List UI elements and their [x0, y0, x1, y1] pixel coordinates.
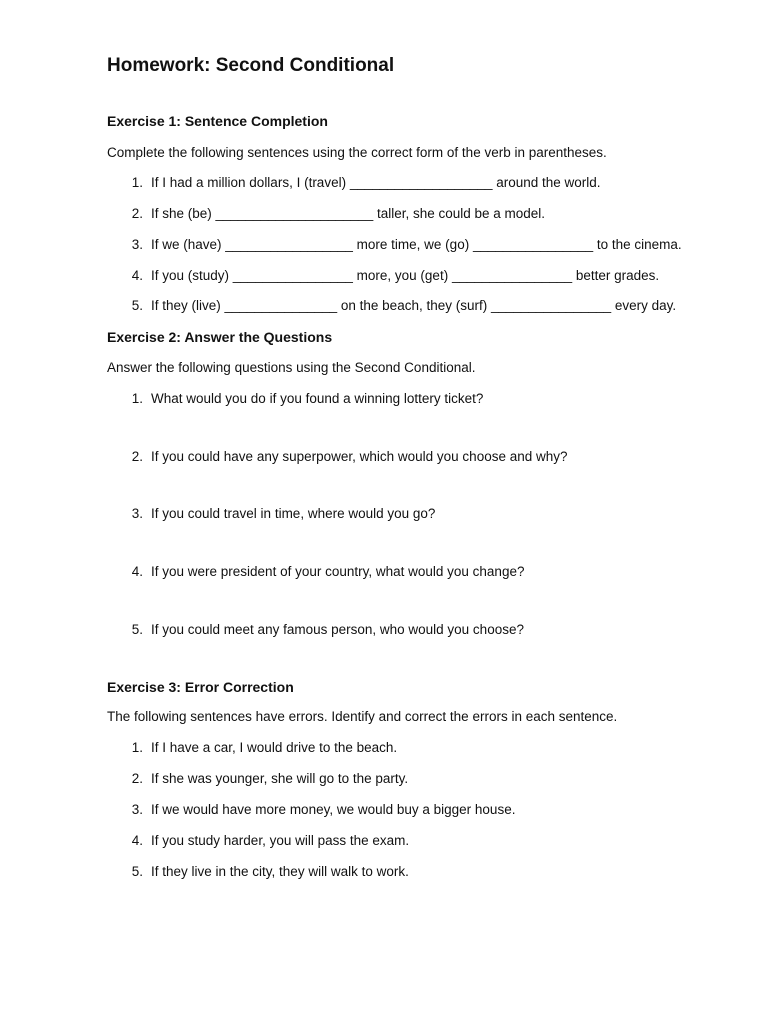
item-text: If she (be) _____________________ taller, she could be a model.	[151, 206, 546, 221]
item-text: If I have a car, I would drive to the beach.	[151, 740, 398, 755]
exercise-2-item	[107, 563, 524, 581]
exercise-1-item	[107, 174, 601, 192]
exercise-1-item	[107, 297, 676, 315]
exercise-3-item	[107, 832, 409, 850]
item-number: 1.	[131, 391, 143, 406]
item-text: If we (have) _________________ more time, we (go) ________________ to the cinema.	[151, 237, 682, 252]
item-text: If you could have any superpower, which would you choose and why?	[151, 449, 568, 464]
item-text: If they (live) _______________ on the beach, they (surf) ________________ every day.	[151, 298, 677, 313]
exercise-3-instruction: The following sentences have errors. Identify and correct the errors in each sentence.	[107, 709, 618, 724]
exercise-1-heading: Exercise 1: Sentence Completion	[107, 113, 328, 129]
exercise-1-instruction: Complete the following sentences using the correct form of the verb in parentheses.	[107, 145, 607, 160]
exercise-1-item	[107, 236, 682, 254]
item-number: 1.	[131, 740, 143, 755]
item-text: What would you do if you found a winning lottery ticket?	[151, 391, 484, 406]
exercise-1-item	[107, 205, 545, 223]
exercise-2-instruction: Answer the following questions using the Second Conditional.	[107, 360, 476, 375]
exercise-3-item	[107, 739, 397, 757]
item-number: 4.	[131, 268, 143, 283]
exercise-1-item	[107, 267, 659, 285]
exercise-3-item	[107, 801, 515, 819]
item-number: 2.	[131, 771, 143, 786]
item-number: 5.	[131, 864, 143, 879]
item-number: 4.	[131, 564, 143, 579]
exercise-3-heading: Exercise 3: Error Correction	[107, 679, 294, 695]
page-title: Homework: Second Conditional	[107, 55, 395, 76]
item-text: If you could travel in time, where would you go?	[151, 506, 436, 521]
item-number: 3.	[131, 802, 143, 817]
item-text: If you study harder, you will pass the exam.	[151, 833, 410, 848]
item-number: 5.	[131, 622, 143, 637]
exercise-2-heading: Exercise 2: Answer the Questions	[107, 329, 333, 345]
exercise-3-item	[107, 770, 408, 788]
item-text: If I had a million dollars, I (travel) ___________________ around the world.	[151, 175, 601, 190]
item-text: If you were president of your country, what would you change?	[151, 564, 525, 579]
item-number: 2.	[131, 449, 143, 464]
item-text: If she was younger, she will go to the party.	[151, 771, 409, 786]
item-number: 2.	[131, 206, 143, 221]
item-text: If we would have more money, we would buy a bigger house.	[151, 802, 516, 817]
item-text: If they live in the city, they will walk to work.	[151, 864, 409, 879]
exercise-2-item	[107, 621, 524, 639]
exercise-2-item	[107, 390, 483, 408]
item-text: If you could meet any famous person, who would you choose?	[151, 622, 524, 637]
exercise-2-item	[107, 448, 568, 466]
item-number: 4.	[131, 833, 143, 848]
item-number: 3.	[131, 237, 143, 252]
exercise-3-item	[107, 863, 409, 881]
exercise-2-item	[107, 505, 435, 523]
item-number: 3.	[131, 506, 143, 521]
item-number: 1.	[131, 175, 143, 190]
item-number: 5.	[131, 298, 143, 313]
item-text: If you (study) ________________ more, you (get) ________________ better grades.	[151, 268, 660, 283]
